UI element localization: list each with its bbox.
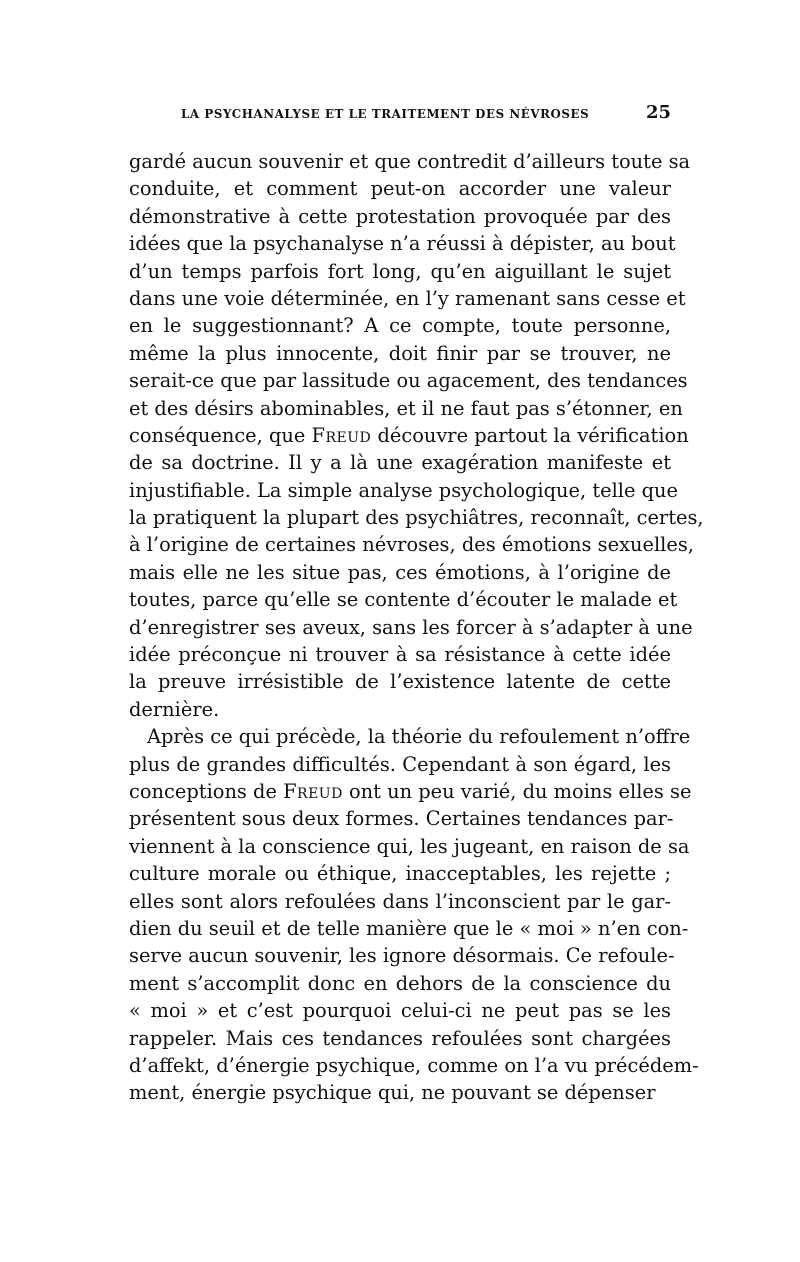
author-name-smallcaps: Freud [311, 423, 372, 447]
text-line: culture morale ou éthique, inacceptables, les rejette ; [129, 862, 671, 886]
text-line: ment s’accomplit donc en dehors de la conscience du [129, 971, 671, 995]
text-line: la pratiquent la plupart des psychiâtres, reconnaît, certes, [129, 506, 704, 530]
text-line: dans une voie déterminée, en l’y ramenant sans cesse et [129, 286, 686, 310]
page-number: 25 [645, 102, 671, 123]
text-line: d’un temps parfois fort long, qu’en aiguillant le sujet [129, 259, 671, 283]
text-segment: ont un peu varié, du moins elles se [342, 779, 692, 803]
author-name-smallcaps: Freud [283, 779, 343, 803]
book-page [129, 102, 704, 1107]
text-line: en le suggestionnant? A ce compte, toute personne, [129, 314, 671, 338]
text-line: d’affekt, d’énergie psychique, comme on l’a vu précédem- [129, 1053, 699, 1077]
text-line: ment, énergie psychique qui, ne pouvant se dépenser [129, 1081, 656, 1105]
text-line: serait-ce que par lassitude ou agacement, des tendances [129, 369, 688, 393]
paragraph [129, 148, 704, 723]
text-line: « moi » et c’est pourquoi celui-ci ne peut pas se les [129, 999, 671, 1023]
text-line: plus de grandes difficultés. Cependant à son égard, les [129, 752, 671, 776]
text-line: dernière. [129, 697, 220, 721]
text-line: conduite, et comment peut-on accorder une valeur [129, 177, 671, 201]
text-segment: conséquence, que [129, 423, 312, 447]
text-line: Après ce qui précède, la théorie du refoulement n’offre [147, 725, 691, 749]
running-title: LA PSYCHANALYSE ET LE TRAITEMENT DES NÉVROSES [181, 107, 590, 121]
text-segment: découvre partout la vérification [371, 423, 689, 447]
text-line: dien du seuil et de telle manière que le « moi » n’en con- [129, 916, 689, 940]
text-line: gardé aucun souvenir et que contredit d’ailleurs toute sa [129, 150, 691, 173]
text-line [129, 778, 692, 805]
text-line: à l’origine de certaines névroses, des émotions sexuelles, [129, 533, 694, 557]
text-line: d’enregistrer ses aveux, sans les forcer à s’adapter à une [129, 615, 693, 639]
text-line: démonstrative à cette protestation provoquée par des [129, 204, 671, 228]
text-line: mais elle ne les situe pas, ces émotions, à l’origine de [129, 560, 671, 584]
text-line: rappeler. Mais ces tendances refoulées sont chargées [129, 1026, 671, 1050]
text-line: elles sont alors refoulées dans l’inconscient par le gar- [129, 889, 671, 913]
text-line: de sa doctrine. Il y a là une exagération manifeste et [129, 451, 671, 475]
text-line: et des désirs abominables, et il ne faut pas s’étonner, en [129, 396, 683, 420]
running-head [129, 102, 671, 148]
text-line: même la plus innocente, doit finir par se trouver, ne [129, 341, 671, 365]
text-segment: conceptions de [129, 779, 284, 803]
body-text [129, 148, 704, 1107]
text-line: injustifiable. La simple analyse psychologique, telle que [129, 478, 679, 502]
text-line: viennent à la conscience qui, les jugeant, en raison de sa [129, 834, 690, 858]
text-line: idée préconçue ni trouver à sa résistance à cette idée [129, 643, 671, 667]
text-line: toutes, parce qu’elle se contente d’écouter le malade et [129, 588, 678, 612]
text-line: serve aucun souvenir, les ignore désormais. Ce refoule- [129, 944, 675, 968]
text-line: la preuve irrésistible de l’existence latente de cette [129, 670, 671, 694]
text-line [129, 422, 689, 449]
paragraph [129, 723, 699, 1106]
text-line: présentent sous deux formes. Certaines tendances par- [129, 807, 674, 831]
text-line: idées que la psychanalyse n’a réussi à dépister, au bout [129, 232, 676, 256]
